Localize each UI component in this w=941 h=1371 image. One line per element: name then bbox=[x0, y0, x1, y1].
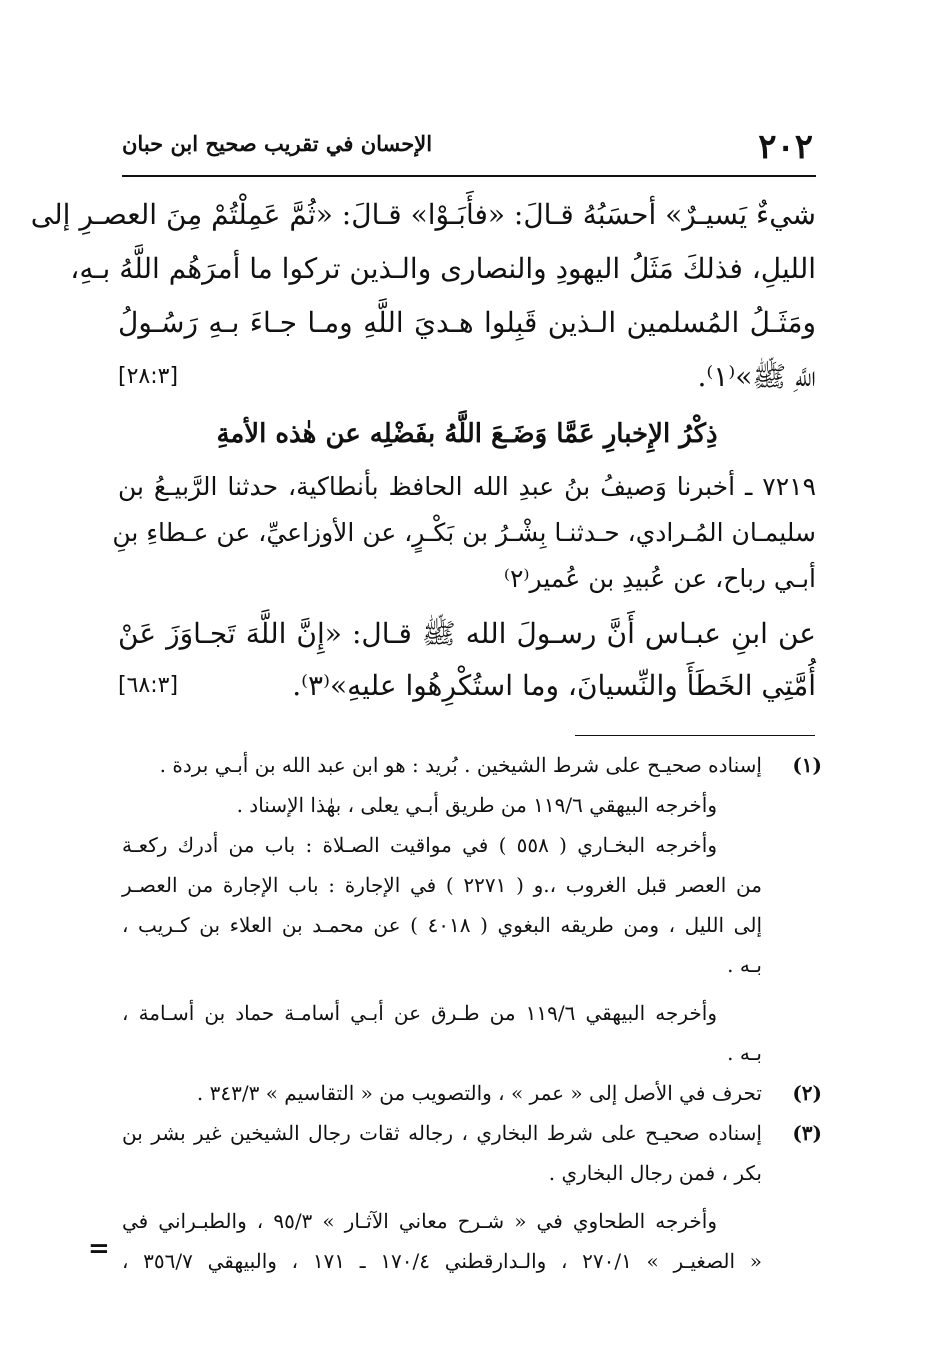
hadith-line bbox=[118, 660, 816, 712]
chain-line: سليمـان المُـرادي، حـدثنـا بِشْـرُ بن بَكْـرٍ، عن الأوزاعيِّ، عن عـطاءِ بنِ bbox=[112, 518, 816, 547]
footnote-line: إلى الليل ، ومن طريقه البغوي ( ٤٠١٨ ) عن محمـد بن العلاء بن كـريب ، bbox=[122, 913, 762, 937]
chain-line: أبـي رباح، عن عُبيدِ بن عُمير⁽٢⁾ bbox=[503, 564, 816, 593]
main-text bbox=[30, 188, 816, 712]
reference-mark: [٢٨:٣] bbox=[118, 364, 179, 389]
isnad-chain bbox=[112, 464, 816, 602]
text-line-content: اللَّهِ ﷺ»⁽١⁾. bbox=[697, 360, 816, 393]
text-line: ومَثَـلُ المُسلمين الـذين قَبِلوا هـديَ اللَّهِ ومـا جـاءَ بـهِ رَسُـولُ bbox=[118, 306, 816, 339]
footnote-line: بكر ، فمن رجال البخاري . bbox=[548, 1161, 762, 1185]
footnote bbox=[122, 1073, 822, 1113]
continuation-mark: = bbox=[88, 1234, 110, 1264]
footnote-line: بـه . bbox=[727, 953, 762, 977]
hadith-line: عن ابنِ عبـاس أَنَّ رسـولَ الله ﷺ قـال: «إِنَّ اللَّهَ تَجـاوَزَ عَنْ bbox=[118, 617, 816, 650]
page-header bbox=[122, 125, 813, 165]
footnote-line: بـه . bbox=[727, 1041, 762, 1065]
footnote-line: إسناده صحيـح على شرط البخاري ، رجاله ثقات رجال الشيخين غير بشر بن bbox=[122, 1121, 762, 1145]
header-rule bbox=[122, 175, 816, 177]
footnote bbox=[122, 745, 822, 1073]
footnote-line: من العصر قبل الغروب ،.و ( ٢٢٧١ ) في الإجارة : باب الإجارة من العصـر bbox=[122, 873, 762, 897]
hadith-line-content: أُمَّتِي الخَطَأَ والنِّسيانَ، وما استُكْرِهُوا عليهِ»⁽٣⁾. bbox=[292, 669, 816, 702]
footnote bbox=[122, 1113, 822, 1281]
section-heading: ذِكْرُ الإِخبارِ عَمَّا وَضَـعَ اللَّهُ بفَضْلِه عن هٰذه الأمةِ bbox=[216, 419, 718, 449]
page-number: ٢٠٢ bbox=[758, 127, 813, 167]
reference-mark: [٦٨:٣] bbox=[118, 673, 179, 698]
text-line bbox=[118, 350, 816, 404]
footnote-line: وأخرجه الطحاوي في « شـرح معاني الآثـار » ٩٥/٣ ، والطبـراني في bbox=[122, 1209, 717, 1233]
footnote-number: (٢) bbox=[792, 1081, 822, 1105]
footnote-line: وأخرجه البيهقي ١١٩/٦ من طـرق عن أبـي أسامـة حماد بن أسـامة ، bbox=[122, 1001, 718, 1025]
chain-line: ٧٢١٩ ـ أخبرنا وَصيفُ بنُ عبدِ الله الحافظ بأنطاكية، حدثنا الرَّبيـعُ بن bbox=[118, 472, 816, 501]
footnote-line: وأخرجه البيهقي ١١٩/٦ من طريق أبـي يعلى ، بهٰذا الإسناد . bbox=[236, 793, 717, 817]
hadith-text bbox=[118, 608, 816, 712]
footnote-line: إسناده صحيـح على شرط الشيخين . بُريد : هو ابن عبد الله بن أبـي بردة . bbox=[159, 753, 762, 777]
footnote-line: وأخرجه البخـاري ( ٥٥٨ ) في مواقيت الصـلاة : باب من أدرك ركعـة bbox=[122, 833, 718, 857]
text-line: الليلِ، فذلكَ مَثَلُ اليهودِ والنصارى والـذين تركوا ما أمرَهُم اللَّهُ بـهِ، bbox=[70, 252, 816, 285]
text-line: شيءٌ يَسيـرٌ» أحسَبُهُ قـالَ: «فأَبَـوْا» قـالَ: «ثُمَّ عَمِلْتُمْ مِنَ العصـرِ إلى bbox=[30, 198, 816, 231]
footnotes bbox=[122, 745, 822, 1281]
footnote-number: (٣) bbox=[792, 1121, 822, 1145]
footnote-separator bbox=[575, 735, 815, 736]
footnote-line: تحرف في الأصل إلى « عمر » ، والتصويب من « التقاسيم » ٣٤٣/٣ . bbox=[196, 1081, 762, 1105]
footnote-line: « الصغيـر » ٢٧٠/١ ، والـدارقطني ١٧٠/٤ ـ ١٧١ ، والبيهقي ٣٥٦/٧ ، bbox=[122, 1249, 762, 1273]
running-title: الإحسان في تقريب صحيح ابن حبان bbox=[122, 131, 433, 156]
footnote-number: (١) bbox=[792, 753, 822, 777]
